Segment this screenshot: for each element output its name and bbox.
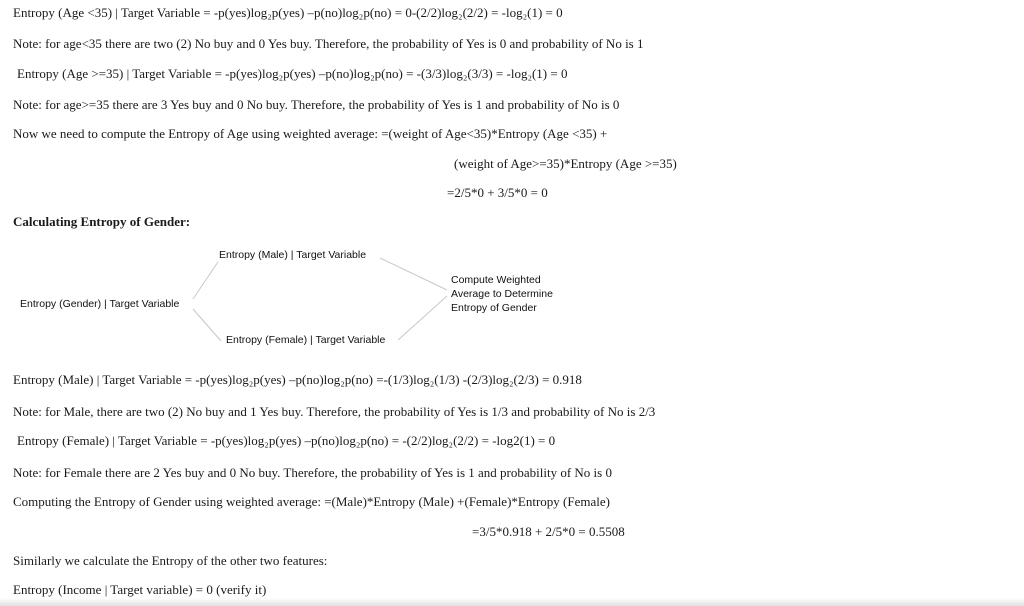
income-entropy: Entropy (Income | Target variable) = 0 (verify it) [13,582,267,597]
gender-weighted-intro: Computing the Entropy of Gender using weighted average: =(Male)*Entropy (Male) +(Female)*Entropy (Female) [13,494,610,509]
female-note: Note: for Female there are 2 Yes buy and 0 No buy. Therefore, the probability of Yes is 1 and probability of No is 0 [13,465,612,480]
age-under-35-note: Note: for age<35 there are two (2) No buy and 0 Yes buy. Therefore, the probability of Yes is 0 and probability of No is 1 [13,36,644,51]
diagram-result-node: Compute Weighted Average to Determine Entropy of Gender [451,274,553,314]
age-weighted-cont: (weight of Age>=35)*Entropy (Age >=35) [454,156,677,171]
diagram-root-node: Entropy (Gender) | Target Variable [20,298,180,310]
diagram-male-node: Entropy (Male) | Target Variable [219,249,367,261]
male-note: Note: for Male, there are two (2) No buy and 1 Yes buy. Therefore, the probability of Yes is 1/3 and probability of No is 2/3 [13,404,656,419]
age-over-35-note: Note: for age>=35 there are 3 Yes buy and 0 No buy. Therefore, the probability of Yes is 1 and probability of No is 0 [13,97,620,112]
bottom-fade [0,598,1024,606]
female-entropy: Entropy (Female) | Target Variable = -p(yes)log₂p(yes) –p(no)log₂p(no) = -(2/2)log₂(2/2) = -log2(1) = 0 [17,433,556,448]
line-root-female [193,309,221,341]
gender-heading: Calculating Entropy of Gender: [13,214,191,229]
age-weighted-result: =2/5*0 + 3/5*0 = 0 [447,185,548,200]
age-over-35-entropy: Entropy (Age >=35) | Target Variable = -p(yes)log₂p(yes) –p(no)log₂p(no) = -(3/3)log₂(3/3) = -log₂(1) = 0 [17,66,568,81]
line-male-result [380,258,447,290]
male-entropy: Entropy (Male) | Target Variable = -p(yes)log₂p(yes) –p(no)log₂p(no) =-(1/3)log₂(1/3) -(2/3)log₂(2/3) = 0.918 [13,372,582,387]
line-female-result [398,296,447,340]
line-root-male [193,262,218,299]
gender-weighted-result: =3/5*0.918 + 2/5*0 = 0.5508 [472,524,625,539]
age-weighted-intro: Now we need to compute the Entropy of Age using weighted average: =(weight of Age<35)*Entropy (Age <35) + [13,126,608,141]
age-under-35-entropy: Entropy (Age <35) | Target Variable = -p(yes)log₂p(yes) –p(no)log₂p(no) = 0-(2/2)log₂(2/2) = -log₂(1) = 0 [13,5,563,20]
diagram-female-node: Entropy (Female) | Target Variable [226,334,386,346]
other-features-intro: Similarly we calculate the Entropy of the other two features: [13,553,328,568]
